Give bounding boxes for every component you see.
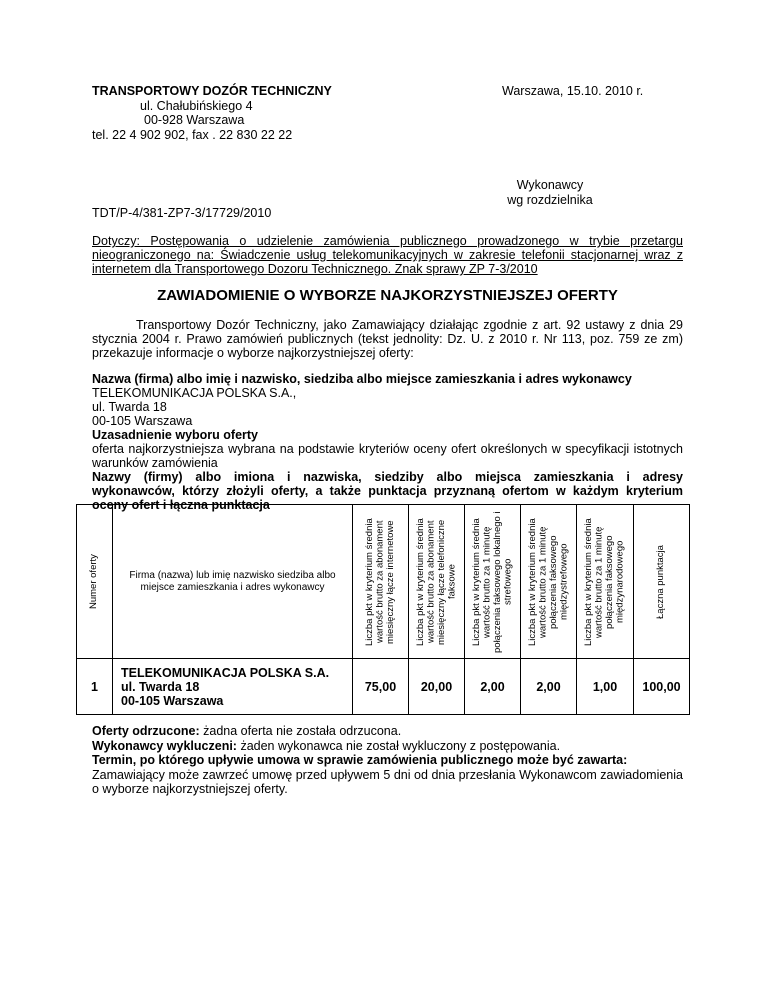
rejected-text: żadna oferta nie została odrzucona. (199, 724, 402, 738)
rejected-line (92, 724, 683, 739)
header-number: Numer oferty (77, 505, 113, 659)
row-criterion-1: 75,00 (353, 659, 409, 715)
reference-number: TDT/P-4/381-ZP7-3/17729/2010 (92, 206, 272, 220)
row-criterion-2: 20,00 (409, 659, 465, 715)
row-criterion-5: 1,00 (577, 659, 634, 715)
header-criterion-1: Liczba pkt w kryterium średnia wartość brutto za abonament miesięczny łącze internetowe (353, 505, 409, 659)
justification-text: oferta najkorzystniejsza wybrana na podstawie kryteriów oceny ofert określonych w specyfikacji istotnych warunków zamówienia (92, 442, 683, 470)
table-header-row (77, 505, 690, 659)
winner-city: 00-105 Warszawa (92, 414, 193, 428)
row-criterion-3: 2,00 (465, 659, 521, 715)
justification-label: Uzasadnienie wyboru oferty (92, 428, 259, 442)
winner-label: Nazwa (firma) albo imię i nazwisko, siedziba albo miejsce zamieszkania i adres wykonawcy (92, 372, 632, 386)
row-firm-line1: TELEKOMUNIKACJA POLSKA S.A. (121, 665, 330, 680)
letter-date: Warszawa, 15.10. 2010 r. (502, 84, 644, 98)
header-criterion-5: Liczba pkt w kryterium średnia wartość brutto za 1 minutę połączenia faksowego międzynarodowego (577, 505, 634, 659)
header-criterion-2: Liczba pkt w kryterium średnia wartość brutto za abonament miesięczny łącze telefoniczne faksowe (409, 505, 465, 659)
header-criterion-4: Liczba pkt w kryterium średnia wartość brutto za 1 minutę połączenia faksowego międzystrefowego (521, 505, 577, 659)
sender-block (92, 84, 332, 142)
excluded-label: Wykonawcy wykluczeni: (92, 738, 237, 753)
sender-street: ul. Chałubińskiego 4 (140, 98, 253, 113)
row-number: 1 (77, 659, 113, 715)
rejected-label: Oferty odrzucone: (92, 724, 200, 738)
intro-paragraph: Transportowy Dozór Techniczny, jako Zamawiający działając zgodnie z art. 92 ustawy z dnia 29 stycznia 2004 r. Prawo zamówień publicznych (tekst jednolity: Dz. U. z 2010 r. Nr 113, poz. 759 ze zm) przekazuje informacje o wyborze najkorzystniejszej oferty: (92, 318, 683, 360)
results-table (76, 504, 690, 715)
header-total: Łączna punktacja (634, 505, 690, 659)
subject-line: Dotyczy: Postępowania o udzielenie zamówienia publicznego prowadzonego w trybie przetargu nieograniczonego na: Świadczenie usług telekomunikacyjnych w zakresie telefonii stacjonarnej wraz z internetem dla Transportowego Dozoru Technicznego. Znak sprawy ZP 7-3/2010 (92, 234, 683, 276)
row-firm (113, 659, 353, 715)
excluded-line (92, 739, 683, 754)
table-row (77, 659, 690, 715)
excluded-text: żaden wykonawca nie został wykluczony z postępowania. (236, 738, 561, 753)
header-firm: Firma (nazwa) lub imię nazwisko siedziba albo miejsce zamieszkania i adres wykonawcy (113, 505, 353, 659)
winner-street: ul. Twarda 18 (92, 400, 167, 414)
sender-phone: tel. 22 4 902 902, fax . 22 830 22 22 (92, 127, 293, 142)
winner-name: TELEKOMUNIKACJA POLSKA S.A., (92, 386, 297, 400)
bidders-label-line2: wykonawców, którzy złożyli oferty, a także punktacja przyznaną ofertom w każdym kryterium (92, 484, 683, 498)
row-criterion-4: 2,00 (521, 659, 577, 715)
winner-details (92, 372, 683, 512)
row-firm-line2: ul. Twarda 18 (121, 679, 200, 694)
term-label: Termin, po którego upływie umowa w sprawie zamówienia publicznego może być zawarta: (92, 753, 628, 767)
recipients-block (480, 178, 620, 208)
term-text: Zamawiający może zawrzeć umowę przed upływem 5 dni od dnia przesłania Wykonawcom zawiadomienia o wyborze najkorzystniejszej oferty. (92, 767, 683, 796)
sender-name: TRANSPORTOWY DOZÓR TECHNICZNY (92, 84, 332, 98)
row-total: 100,00 (634, 659, 690, 715)
sender-postal: 00-928 Warszawa (144, 113, 245, 127)
bidders-label-line1: Nazwy (firmy) albo imiona i nazwiska, siedziby albo miejsca zamieszkania i adresy (92, 470, 683, 484)
recipients-line1: Wykonawcy (516, 178, 584, 192)
row-firm-line3: 00-105 Warszawa (121, 693, 224, 708)
recipients-line2: wg rozdzielnika (507, 193, 593, 207)
document-heading: ZAWIADOMIENIE O WYBORZE NAJKORZYSTNIEJSZEJ OFERTY (157, 287, 618, 304)
footer-block (92, 724, 683, 797)
bidders-label-line3: oceny ofert i łączna punktacja (92, 498, 270, 512)
header-criterion-3: Liczba pkt w kryterium średnia wartość brutto za 1 minutę połączenia faksowego lokalnego i strefowego (465, 505, 521, 659)
